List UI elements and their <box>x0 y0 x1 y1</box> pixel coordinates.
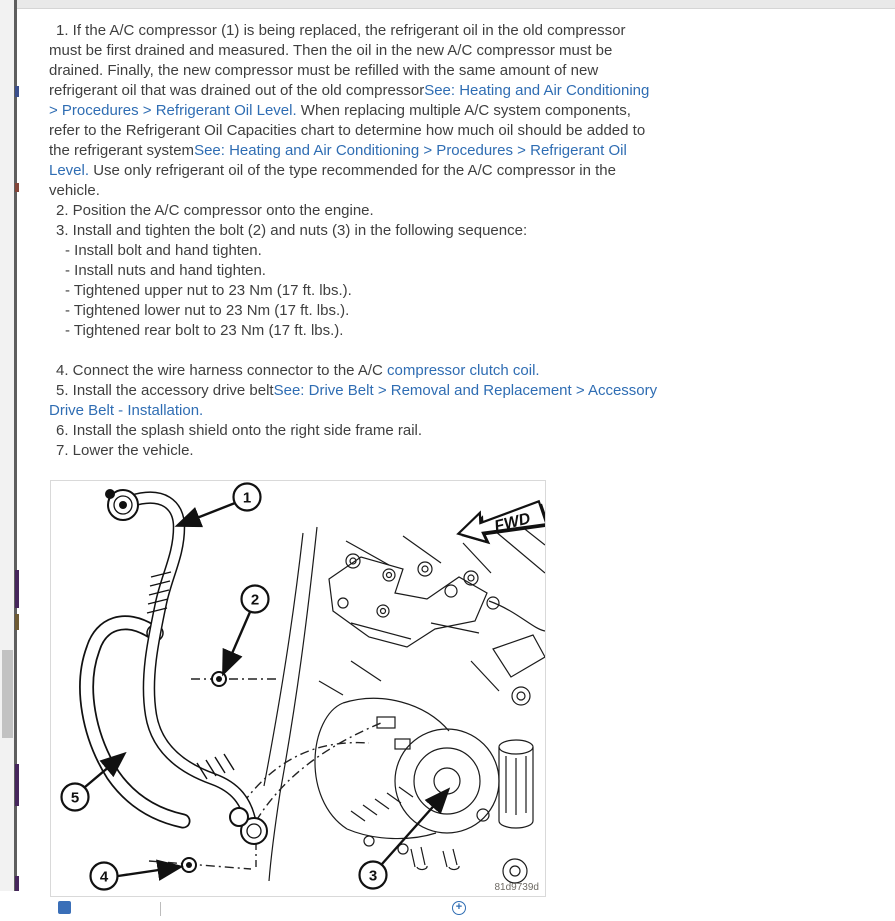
step-text: 1. If the A/C compressor (1) is being replaced, the refrigerant oil in the old compressor must be first drained and measured. Then the oil in the new A/C compressor must be drained. Finally, the new compressor must be refilled with the same amount of new refrigerant oil that was drained out of the old compressor <box>49 22 626 99</box>
step-text: - Install bolt and hand tighten. <box>65 242 262 259</box>
step-text: 2. Position the A/C compressor onto the engine. <box>56 202 374 219</box>
clipped-content-fragment <box>15 764 19 806</box>
side-panel-scrollbar-thumb[interactable] <box>2 650 13 738</box>
bolt-2 <box>212 672 226 686</box>
svg-text:FWD: FWD <box>492 510 533 536</box>
doc-link[interactable]: See: Heating and Air Conditioning > Procedures > Refrigerant Oil Level. <box>49 142 627 179</box>
bookmark-icon[interactable] <box>58 901 71 914</box>
clipped-content-fragment <box>15 876 19 891</box>
document-page <box>17 9 895 913</box>
step-text: 3. Install and tighten the bolt (2) and nuts (3) in the following sequence: <box>56 222 528 239</box>
doc-link[interactable]: See: Drive Belt > Removal and Replacement > Accessory Drive Belt - Installation. <box>49 382 658 419</box>
callout-3 <box>360 791 448 889</box>
clipped-content-fragment <box>15 570 19 608</box>
step-text: 5. Install the accessory drive belt <box>56 382 274 399</box>
substep-line <box>49 321 659 341</box>
step-text: - Tightened rear bolt to 23 Nm (17 ft. lbs.). <box>65 322 344 339</box>
window-top-bar <box>0 0 895 9</box>
callout-2 <box>224 586 269 673</box>
compressor-diagram <box>51 481 545 896</box>
substep-line <box>49 281 659 301</box>
step-text: When replacing multiple A/C system components, refer to the Refrigerant Oil Capacities chart to determine how much oil should be added to the refrigerant system <box>49 102 646 159</box>
svg-text:3: 3 <box>368 867 378 885</box>
leader-lines <box>149 679 381 869</box>
compressor-diagram-figure[interactable] <box>50 480 546 897</box>
doc-link[interactable]: See: Heating and Air Conditioning > Procedures > Refrigerant Oil Level. <box>49 82 650 119</box>
callout-1 <box>179 484 261 526</box>
figure-part-number: 81d9739d <box>494 882 539 893</box>
step-paragraph <box>49 201 659 221</box>
paragraph-spacer <box>49 341 659 361</box>
engine-sketch <box>264 515 545 883</box>
step-text: - Install nuts and hand tighten. <box>65 262 266 279</box>
figure-toolbar-row <box>50 901 544 921</box>
step-text: 4. Connect the wire harness connector to the A/C <box>56 362 388 379</box>
step-paragraph <box>49 21 659 201</box>
step-paragraph <box>49 381 659 421</box>
substep-line <box>49 261 659 281</box>
bolt-4 <box>182 858 196 872</box>
clipped-content-fragment <box>15 183 19 192</box>
step-text: - Tightened lower nut to 23 Nm (17 ft. lbs.). <box>65 302 350 319</box>
clipped-content-fragment <box>15 86 19 97</box>
svg-text:4: 4 <box>99 868 109 886</box>
toolbar-divider <box>160 902 161 916</box>
fwd-arrow-icon <box>455 497 545 551</box>
step-paragraph <box>49 221 659 241</box>
zoom-in-icon[interactable]: + <box>452 901 466 915</box>
substep-line <box>49 301 659 321</box>
svg-text:1: 1 <box>242 489 252 507</box>
step-text: - Tightened upper nut to 23 Nm (17 ft. lbs.). <box>65 282 352 299</box>
step-text: 6. Install the splash shield onto the right side frame rail. <box>56 422 423 439</box>
clipped-content-fragment <box>15 614 19 630</box>
collapsed-side-panel[interactable] <box>0 0 14 891</box>
svg-text:2: 2 <box>250 591 260 609</box>
step-paragraph <box>49 421 659 441</box>
svg-text:5: 5 <box>70 789 80 807</box>
step-text: 7. Lower the vehicle. <box>56 442 194 459</box>
step-paragraph <box>49 441 659 461</box>
step-text: Use only refrigerant oil of the type recommended for the A/C compressor in the vehicle. <box>49 162 616 199</box>
doc-link[interactable]: compressor clutch coil. <box>387 362 540 379</box>
callout-4 <box>91 863 180 890</box>
instruction-list <box>49 21 659 461</box>
suction-hose <box>87 623 183 821</box>
step-paragraph <box>49 361 659 381</box>
substep-line <box>49 241 659 261</box>
